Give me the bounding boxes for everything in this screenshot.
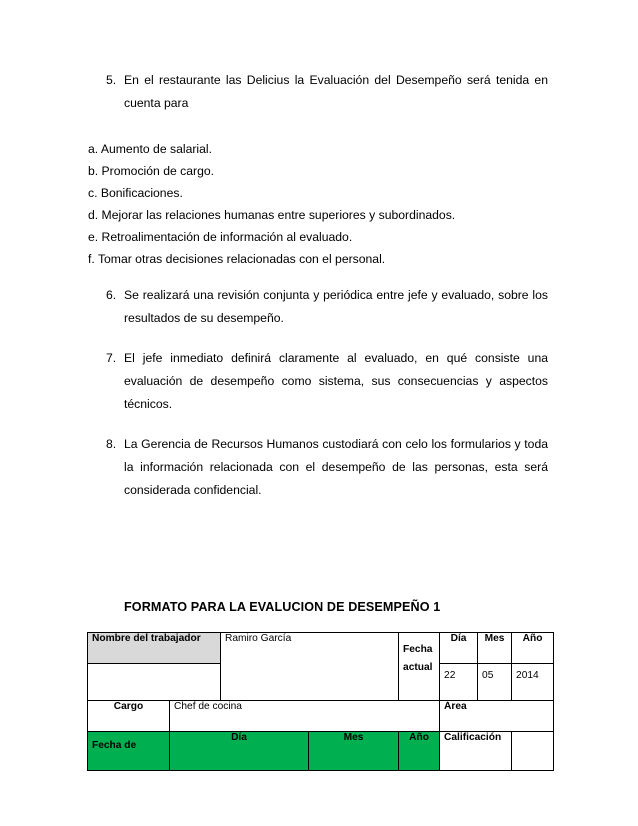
item-text: La Gerencia de Recursos Humanos custodiará con celo los formularios y toda la información relacionada con el desempeño de las personas, esta será considerada confidencial. (124, 437, 548, 497)
cargo-label: Cargo (88, 701, 170, 732)
list-item-b: b. Promoción de cargo. (88, 164, 215, 178)
dia-value[interactable]: 22 (440, 664, 478, 701)
list-item-5 (106, 69, 548, 115)
fecha-de-label: Fecha de (88, 732, 170, 771)
list-item-f: f. Tomar otras decisiones relacionadas con el personal. (88, 252, 386, 266)
anio-value[interactable]: 2014 (512, 664, 554, 701)
fecha-actual-label: Fecha actual (399, 633, 440, 701)
calificacion-label: Calificación (440, 732, 512, 771)
empty-cell (88, 664, 221, 701)
anio-label: Año (512, 633, 554, 664)
list-item-7 (106, 347, 548, 416)
item-number: 7. (106, 351, 117, 365)
dia2-label: Día (170, 732, 309, 771)
item-text: En el restaurante las Delicius la Evaluación del Desempeño será tenida en cuenta para (124, 73, 548, 110)
dia-label: Día (440, 633, 478, 664)
worker-name-value[interactable]: Ramiro García (221, 633, 399, 701)
mes2-label: Mes (309, 732, 399, 771)
item-number: 6. (106, 288, 117, 302)
cargo-value[interactable]: Chef de cocina (170, 701, 440, 732)
list-item-e: e. Retroalimentación de información al evaluado. (88, 230, 353, 244)
list-item-c: c. Bonificaciones. (88, 186, 183, 200)
letter-list (88, 138, 455, 270)
list-item-8 (106, 433, 548, 502)
mes-value[interactable]: 05 (478, 664, 512, 701)
calificacion-value[interactable] (512, 732, 554, 771)
list-item-6 (106, 284, 548, 330)
mes-label: Mes (478, 633, 512, 664)
anio2-label: Año (399, 732, 440, 771)
format-title: FORMATO PARA LA EVALUCION DE DESEMPEÑO 1 (124, 600, 441, 614)
list-item-d: d. Mejorar las relaciones humanas entre superiores y subordinados. (88, 208, 456, 222)
worker-name-label: Nombre del trabajador (88, 633, 221, 664)
item-text: El jefe inmediato definirá claramente al evaluado, en qué consiste una evaluación de desempeño como sistema, sus consecuencias y aspectos técnicos. (124, 351, 548, 411)
area-label: Área (440, 701, 554, 732)
item-text: Se realizará una revisión conjunta y periódica entre jefe y evaluado, sobre los resultados de su desempeño. (124, 288, 548, 325)
item-number: 5. (106, 73, 117, 87)
item-number: 8. (106, 437, 117, 451)
list-item-a: a. Aumento de salarial. (88, 142, 212, 156)
evaluation-table (87, 632, 554, 771)
